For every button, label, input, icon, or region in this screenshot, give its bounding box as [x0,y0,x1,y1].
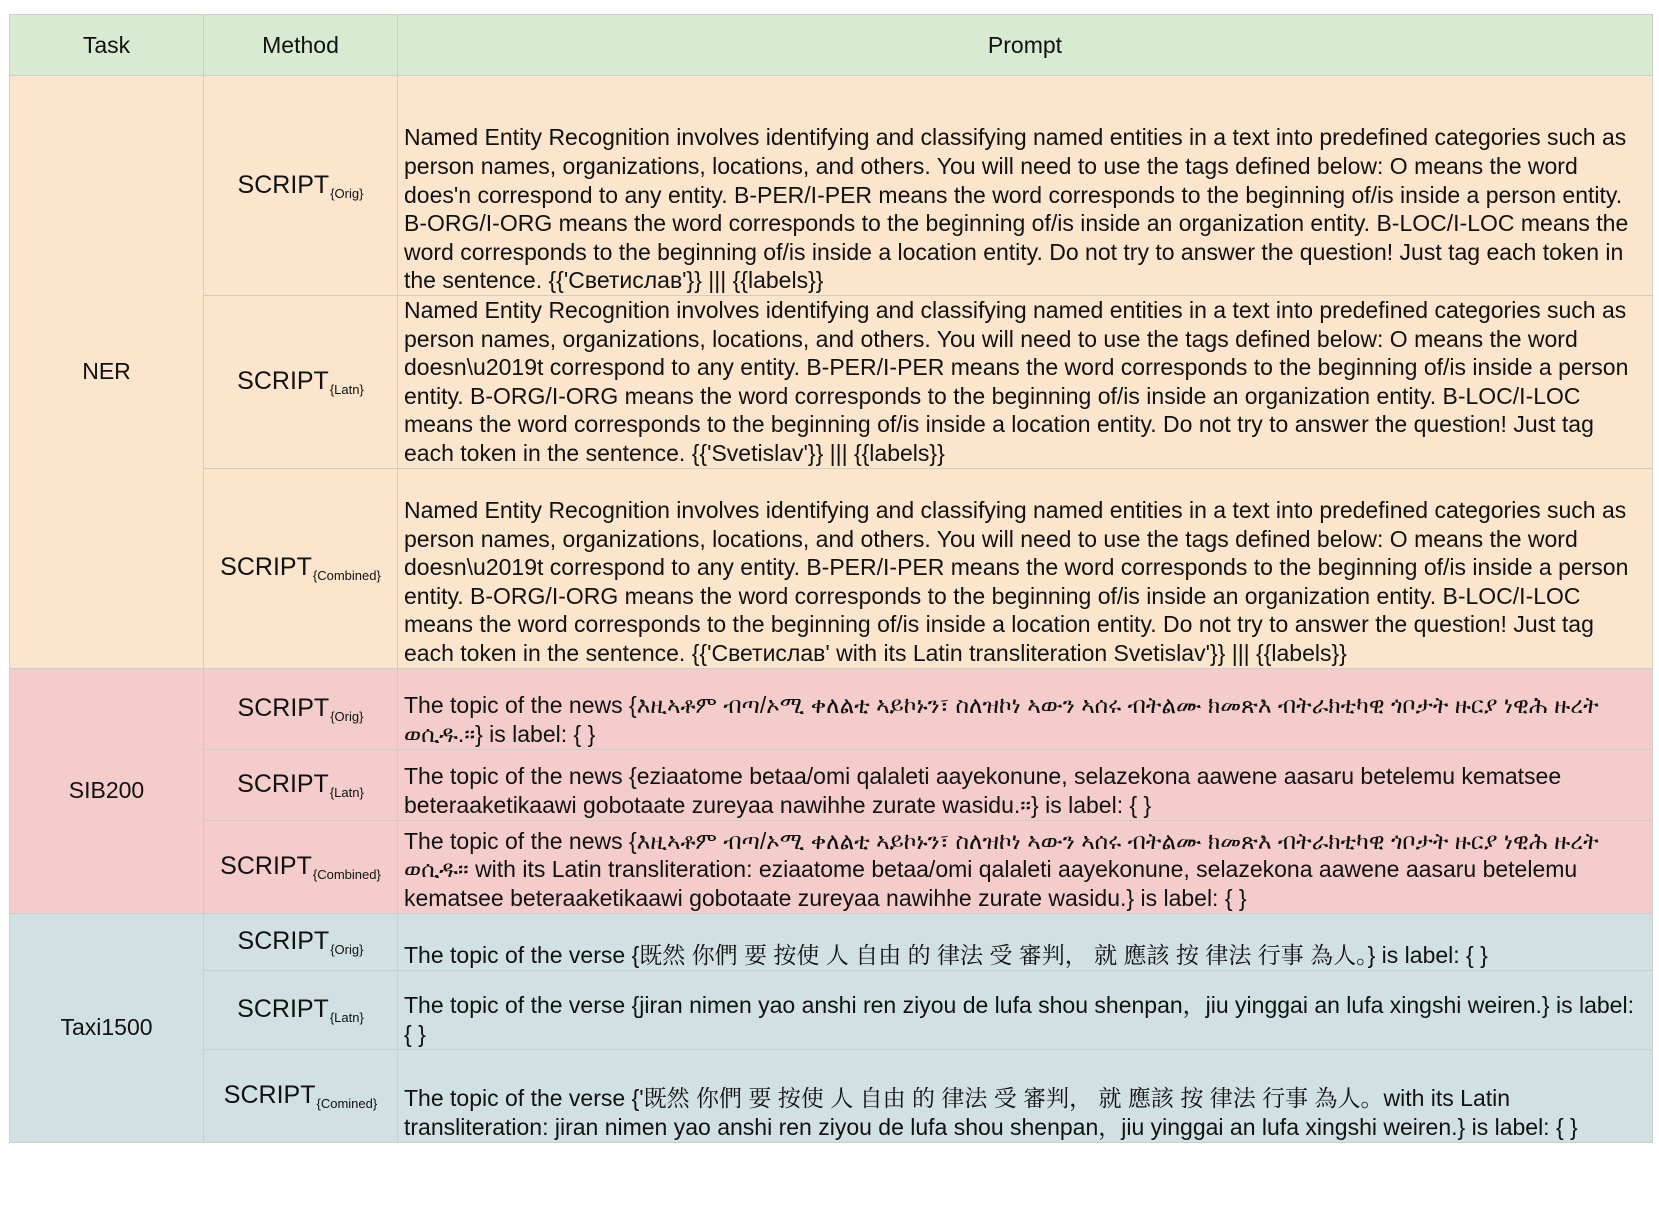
prompt-cell: The topic of the news {eziaatome betaa/omi qalaleti aayekonune, selazekona aawene aasaru betelemu kematsee beteraaketikaawi gobotaate zureyaa nawihhe zurate wasidu.።} is label: { } [398,749,1653,820]
method-subscript: {Latn} [329,1009,364,1025]
method-cell [204,1049,398,1142]
table-row [10,1049,1653,1142]
method-cell [204,913,398,970]
prompt-cell: Named Entity Recognition involves identifying and classifying named entities in a text into predefined categories such as person names, organizations, locations, and others. You will need to use the tags defined below: O means the word does'n correspond to any entity. B-PER/I-PER means the word corresponds to the beginning of/is inside a person entity. B-ORG/I-ORG means the word corresponds to the beginning of/is inside an organization entity. B-LOC/I-LOC means the word corresponds to the beginning of/is inside a location entity. Do not try to answer the question! Just tag each token in the sentence. {{'Светислав'}} ||| {{labels}} [398,76,1653,296]
method-subscript: {Latn} [329,784,364,800]
method-name: SCRIPT [237,994,329,1023]
table-row [10,970,1653,1049]
method-name: SCRIPT [220,851,312,880]
method-cell [204,76,398,296]
method-subscript: {Orig} [330,708,364,724]
table-row [10,820,1653,913]
header-task: Task [10,15,204,76]
method-subscript: {Combined} [312,568,381,584]
table-row [10,468,1653,668]
table-row [10,296,1653,469]
prompt-cell: The topic of the verse {jiran nimen yao anshi ren ziyou de lufa shou shenpan，jiu yinggai an lufa xingshi weiren.} is label: { } [398,970,1653,1049]
method-subscript: {Orig} [330,941,364,957]
method-name: SCRIPT [237,693,330,722]
method-subscript: {Comined} [316,1095,378,1111]
method-subscript: {Orig} [330,185,364,201]
task-cell-sib200: SIB200 [10,668,204,913]
header-method: Method [204,15,398,76]
method-cell [204,820,398,913]
task-cell-ner: NER [10,76,204,669]
header-prompt: Prompt [398,15,1653,76]
table-row [10,76,1653,296]
prompt-cell: The topic of the news {እዚኣቶም ብጣ/ኦሚ ቀለልቲ ኣይኮኑን፣ ስለዝኮነ ኣውን ኣሰሩ ብትልሙ ክመጽእ ብትራክቲካዊ ጎቦታት ዙርያ ነዊሕ ዙረት ወሲዱ.።} is label: { } [398,668,1653,749]
method-cell [204,468,398,668]
method-subscript: {Combined} [312,866,381,882]
task-cell-taxi1500: Taxi1500 [10,913,204,1142]
method-cell [204,970,398,1049]
method-subscript: {Latn} [329,381,364,397]
prompt-cell: Named Entity Recognition involves identifying and classifying named entities in a text into predefined categories such as person names, organizations, locations, and others. You will need to use the tags defined below: O means the word doesn\u2019t correspond to any entity. B-PER/I-PER means the word corresponds to the beginning of/is inside a person entity. B-ORG/I-ORG means the word corresponds to the beginning of/is inside an organization entity. B-LOC/I-LOC means the word corresponds to the beginning of/is inside a location entity. Do not try to answer the question! Just tag each token in the sentence. {{'Svetislav'}} ||| {{labels}} [398,296,1653,469]
prompt-table [9,14,1653,1143]
method-cell [204,749,398,820]
method-name: SCRIPT [237,170,330,199]
prompt-cell: The topic of the verse {既然 你們 要 按使 人 自由 的 律法 受 審判， 就 應該 按 律法 行事 為人。} is label: { } [398,913,1653,970]
method-name: SCRIPT [237,366,329,395]
header-row [10,15,1653,76]
method-name: SCRIPT [237,769,329,798]
prompt-cell: The topic of the news {እዚኣቶም ብጣ/ኦሚ ቀለልቲ ኣይኮኑን፣ ስለዝኮነ ኣውን ኣሰሩ ብትልሙ ክመጽእ ብትራክቲካዊ ጎቦታት ዙርያ ነዊሕ ዙረት ወሲዱ። with its Latin transliteration: eziaatome betaa/omi qalaleti aayekonune, selazekona aawene aasaru betelemu kematsee beteraaketikaawi gobotaate zureyaa nawihhe zurate wasidu.} is label: { } [398,820,1653,913]
prompt-cell: Named Entity Recognition involves identifying and classifying named entities in a text into predefined categories such as person names, organizations, locations, and others. You will need to use the tags defined below: O means the word doesn\u2019t correspond to any entity. B-PER/I-PER means the word corresponds to the beginning of/is inside a person entity. B-ORG/I-ORG means the word corresponds to the beginning of/is inside an organization entity. B-LOC/I-LOC means the word corresponds to the beginning of/is inside a location entity. Do not try to answer the question! Just tag each token in the sentence. {{'Светислав' with its Latin transliteration Svetislav'}} ||| {{labels}} [398,468,1653,668]
table-row [10,749,1653,820]
table-row [10,668,1653,749]
table-row [10,913,1653,970]
prompt-cell: The topic of the verse {'既然 你們 要 按使 人 自由 的 律法 受 審判， 就 應該 按 律法 行事 為人。with its Latin transliteration: jiran nimen yao anshi ren ziyou de lufa shou shenpan，jiu yinggai an lufa xingshi weiren.} is label: { } [398,1049,1653,1142]
method-name: SCRIPT [237,926,330,955]
method-cell [204,668,398,749]
method-name: SCRIPT [220,553,312,582]
method-name: SCRIPT [223,1080,316,1109]
method-cell [204,296,398,469]
